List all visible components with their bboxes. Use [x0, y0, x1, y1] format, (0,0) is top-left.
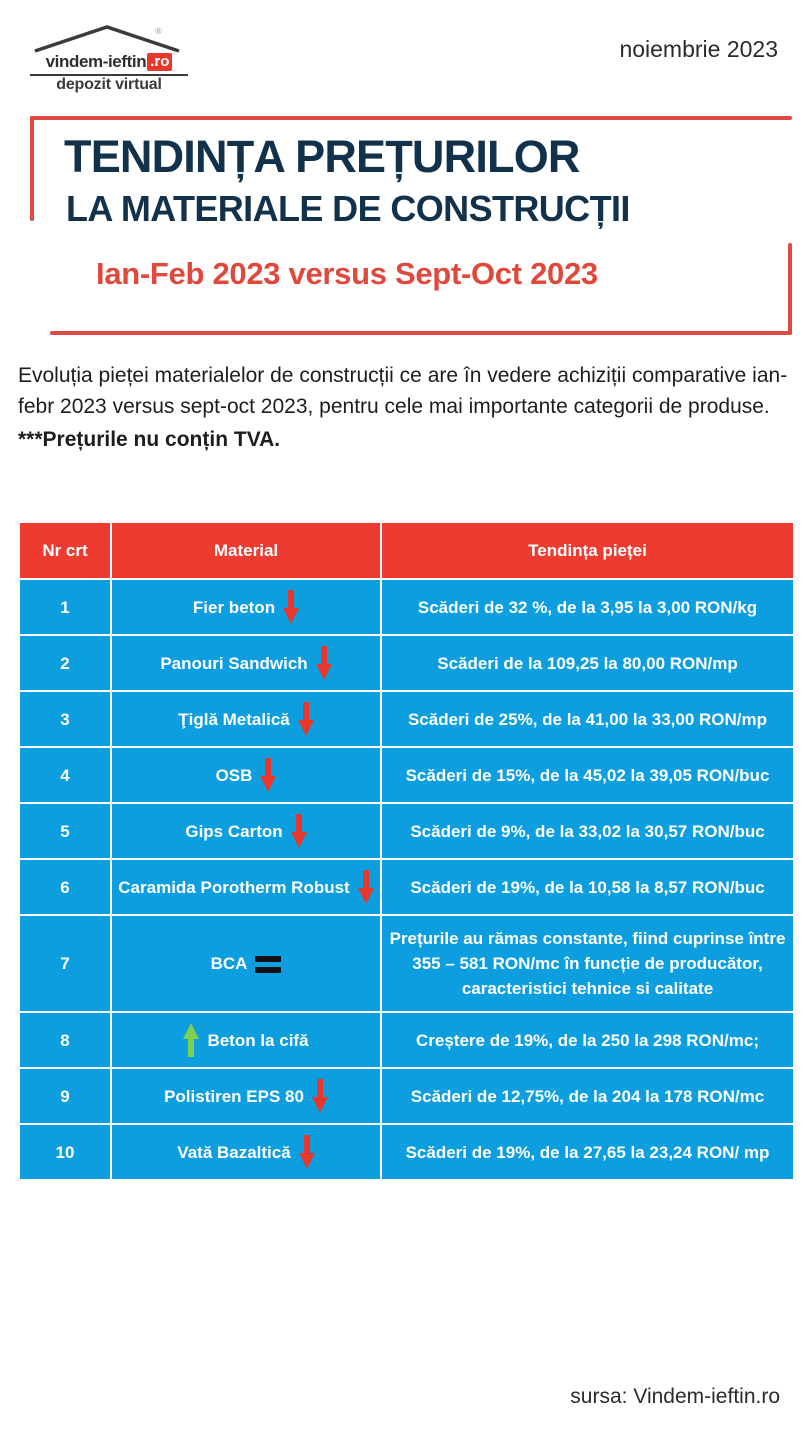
material-label: Panouri Sandwich [160, 653, 308, 673]
cell-material [112, 636, 380, 690]
material-label: OSB [215, 765, 253, 785]
cell-nr: 7 [20, 916, 110, 1011]
cell-trend: Scăderi de 12,75%, de la 204 la 178 RON/mc [382, 1069, 793, 1123]
cell-trend: Scăderi de 25%, de la 41,00 la 33,00 RON/mp [382, 692, 793, 746]
brand-logo[interactable] [30, 22, 190, 100]
cell-nr: 8 [20, 1013, 110, 1067]
logo-tld-badge: .ro [147, 53, 172, 71]
arrow-down-icon [312, 1079, 328, 1113]
cell-nr: 5 [20, 804, 110, 858]
material-label: Fier beton [192, 597, 276, 617]
price-trends-table-wrapper [18, 521, 793, 1181]
registered-mark: ® [155, 26, 162, 36]
material-label: Caramida Porotherm Robust [118, 877, 350, 897]
table-row [20, 1069, 793, 1123]
table-header-row [20, 523, 793, 578]
cell-nr: 6 [20, 860, 110, 914]
arrow-down-icon [298, 702, 314, 736]
cell-nr: 2 [20, 636, 110, 690]
table-row [20, 692, 793, 746]
cell-material [112, 580, 380, 634]
page-header [0, 18, 810, 108]
cell-nr: 3 [20, 692, 110, 746]
bracket-right-line [788, 243, 792, 335]
vat-note: ***Prețurile nu conțin TVA. [18, 428, 281, 451]
table-row [20, 636, 793, 690]
cell-nr: 1 [20, 580, 110, 634]
page-title-line2: LA MATERIALE DE CONSTRUCȚII [66, 188, 630, 229]
material-label: Polistiren EPS 80 [164, 1086, 304, 1106]
price-trends-table [18, 521, 795, 1181]
bracket-bottom-line [50, 331, 792, 335]
material-label: Ţiglă Metalică [178, 709, 290, 729]
title-block [20, 110, 792, 335]
table-row [20, 916, 793, 1011]
cell-material [112, 1013, 380, 1067]
bracket-left-line [30, 116, 34, 221]
arrow-up-icon [183, 1023, 199, 1057]
cell-material [112, 804, 380, 858]
table-row [20, 1013, 793, 1067]
table-row [20, 1125, 793, 1179]
cell-material [112, 748, 380, 802]
cell-trend: Scăderi de 19%, de la 10,58 la 8,57 RON/buc [382, 860, 793, 914]
cell-material [112, 860, 380, 914]
table-row [20, 804, 793, 858]
publication-date: noiembrie 2023 [619, 36, 778, 62]
arrow-down-icon [291, 814, 307, 848]
table-row [20, 580, 793, 634]
cell-trend: Scăderi de 32 %, de la 3,95 la 3,00 RON/kg [382, 580, 793, 634]
column-header-nr: Nr crt [20, 523, 110, 578]
logo-main-text: vindem-ieftin [45, 52, 147, 71]
material-label: Gips Carton [185, 821, 283, 841]
intro-section [18, 360, 792, 455]
arrow-down-icon [283, 590, 299, 624]
cell-trend: Scăderi de 15%, de la 45,02 la 39,05 RON/buc [382, 748, 793, 802]
page-title-line1: TENDINȚA PREȚURILOR [64, 131, 580, 182]
cell-nr: 4 [20, 748, 110, 802]
page-subtitle-period: Ian-Feb 2023 versus Sept-Oct 2023 [96, 256, 598, 291]
cell-material [112, 692, 380, 746]
bracket-top-line [30, 116, 792, 120]
equals-icon [255, 954, 281, 974]
material-label: Vată Bazaltică [177, 1142, 291, 1162]
cell-trend: Scăderi de 19%, de la 27,65 la 23,24 RON/ mp [382, 1125, 793, 1179]
material-label: Beton la cifă [207, 1030, 309, 1050]
cell-trend: Creștere de 19%, de la 250 la 298 RON/mc; [382, 1013, 793, 1067]
column-header-material: Material [112, 523, 380, 578]
arrow-down-icon [358, 870, 374, 904]
cell-trend: Scăderi de la 109,25 la 80,00 RON/mp [382, 636, 793, 690]
cell-trend: Prețurile au rămas constante, fiind cuprinse între 355 – 581 RON/mc în funcție de producător, caracteristici tehnice si calitate [382, 916, 793, 1011]
column-header-trend: Tendința pieței [382, 523, 793, 578]
source-footer: sursa: Vindem-ieftin.ro [570, 1385, 780, 1408]
logo-wordmark [30, 52, 188, 76]
material-label: BCA [210, 954, 248, 973]
table-body [20, 580, 793, 1179]
arrow-down-icon [260, 758, 276, 792]
table-row [20, 748, 793, 802]
cell-material [112, 1125, 380, 1179]
cell-nr: 10 [20, 1125, 110, 1179]
cell-trend: Scăderi de 9%, de la 33,02 la 30,57 RON/buc [382, 804, 793, 858]
cell-material [112, 1069, 380, 1123]
arrow-down-icon [316, 646, 332, 680]
cell-material [112, 916, 380, 1011]
intro-paragraph: Evoluția pieței materialelor de construcții ce are în vedere achiziții comparative ian-febr 2023 versus sept-oct 2023, pentru cele mai importante categorii de produse. [18, 364, 788, 418]
logo-subtitle: depozit virtual [56, 76, 162, 93]
table-row [20, 860, 793, 914]
table-head [20, 523, 793, 578]
cell-nr: 9 [20, 1069, 110, 1123]
arrow-down-icon [299, 1135, 315, 1169]
